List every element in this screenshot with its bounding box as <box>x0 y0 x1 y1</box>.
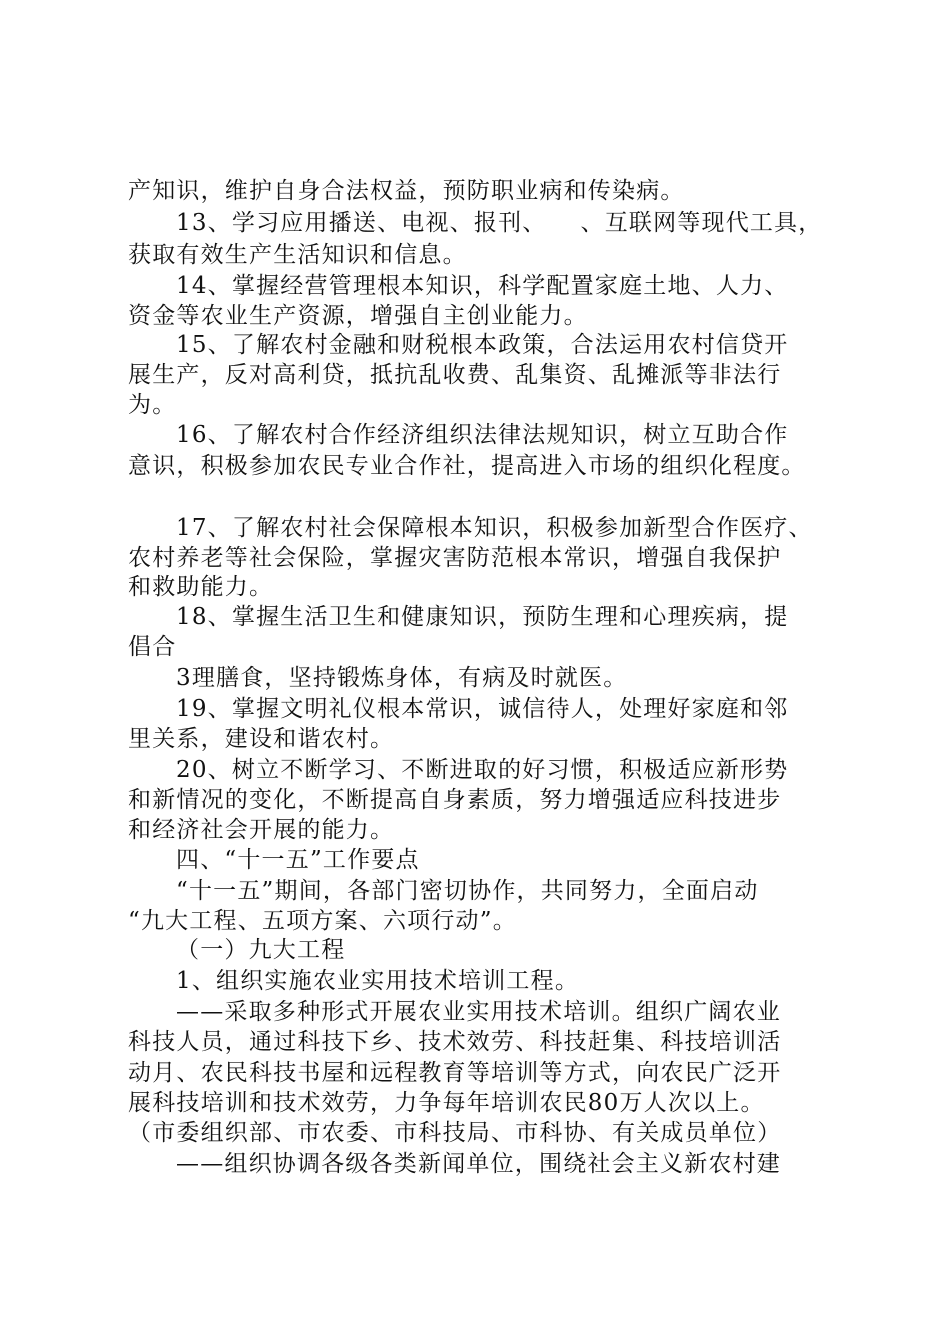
text-line: 16、了解农村合作经济组织法律法规知识，树立互助合作 <box>176 422 789 448</box>
text-line: 和经济社会开展的能力。 <box>128 817 395 843</box>
text-line: 19、掌握文明礼仪根本常识，诚信待人，处理好家庭和邻 <box>176 696 789 722</box>
text-line: “十一五”期间，各部门密切协作，共同努力，全面启动 <box>176 878 759 904</box>
text-line: 科技人员，通过科技下乡、技术效劳、科技赶集、科技培训活 <box>128 1029 782 1055</box>
text-line: 和新情况的变化，不断提高自身素质，努力增强适应科技进步 <box>128 787 782 813</box>
text-line: 产知识，维护自身合法权益，预防职业病和传染病。 <box>128 178 685 204</box>
section-heading: 四、“十一五”工作要点 <box>176 847 420 873</box>
text-line: 14、掌握经营管理根本知识，科学配置家庭土地、人力、 <box>176 273 789 299</box>
text-line: （市委组织部、市农委、市科技局、市科协、有关成员单位） <box>128 1120 782 1146</box>
text-line: 1、组织实施农业实用技术培训工程。 <box>176 968 580 994</box>
text-line: ——组织协调各级各类新闻单位，围绕社会主义新农村建 <box>176 1151 781 1177</box>
text-line: 资金等农业生产资源，增强自主创业能力。 <box>128 303 588 329</box>
text-line: 和救助能力。 <box>128 574 274 600</box>
text-line: 意识，积极参加农民专业合作社，提高进入市场的组织化程度。 <box>128 453 806 479</box>
text-line: “九大工程、五项方案、六项行动”。 <box>128 908 517 934</box>
text-line: 农村养老等社会保险，掌握灾害防范根本常识，增强自我保护 <box>128 545 782 571</box>
text-line: ——采取多种形式开展农业实用技术培训。组织广阔农业 <box>176 999 781 1025</box>
text-line: 为。 <box>128 392 177 418</box>
text-line: 17、了解农村社会保障根本知识，积极参加新型合作医疗、 <box>176 515 813 541</box>
text-line: 获取有效生产生活知识和信息。 <box>128 242 467 268</box>
text-line: 20、树立不断学习、不断进取的好习惯，积极适应新形势 <box>176 757 789 783</box>
text-line: 15、了解农村金融和财税根本政策，合法运用农村信贷开 <box>176 332 789 358</box>
text-line: 3理膳食，坚持锻炼身体，有病及时就医。 <box>176 665 628 691</box>
text-line: 展科技培训和技术效劳，力争每年培训农民80万人次以上。 <box>128 1090 765 1116</box>
subsection-heading: （一）九大工程 <box>176 937 346 963</box>
text-line: 展生产，反对高利贷，抵抗乱收费、乱集资、乱摊派等非法行 <box>128 362 782 388</box>
text-line: 里关系，建设和谐农村。 <box>128 726 395 752</box>
text-line: 动月、农民科技书屋和远程教育等培训等方式，向农民广泛开 <box>128 1060 782 1086</box>
text-line: 18、掌握生活卫生和健康知识，预防生理和心理疾病，提 <box>176 604 789 630</box>
text-line: 倡合 <box>128 634 177 660</box>
text-line: 13、学习应用播送、电视、报刊、 、互联网等现代工具， <box>176 210 823 236</box>
